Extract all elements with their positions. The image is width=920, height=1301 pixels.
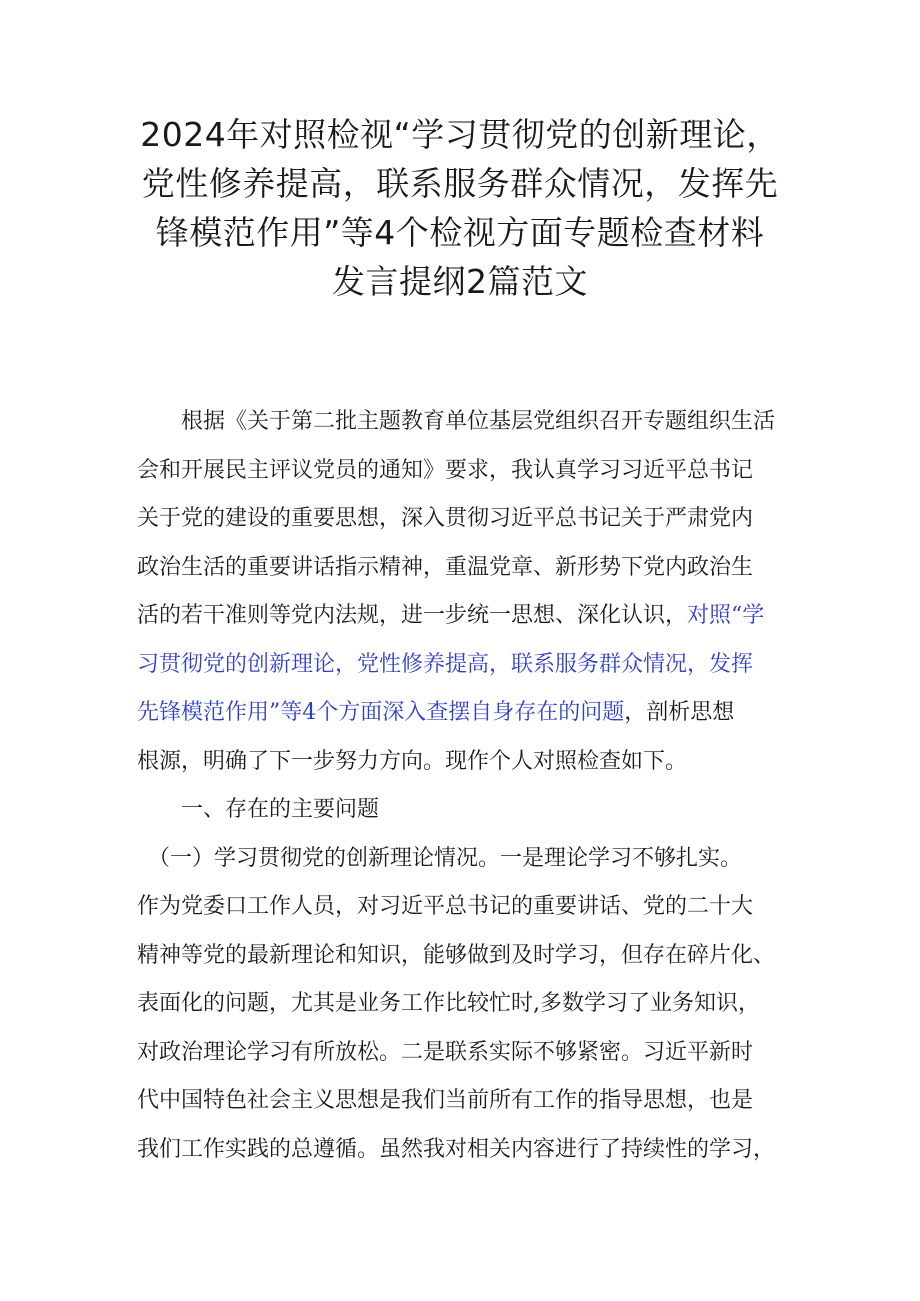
paragraph-line: 根据《关于第二批主题教育单位基层党组织召开专题组织生活 <box>137 409 776 434</box>
title-line: 发言提纲2篇范文 <box>332 262 588 301</box>
title-line: 党性修养提高，联系服务群众情况，发挥先 <box>141 164 779 203</box>
paragraph-line: 根源，明确了下一步努力方向。现作个人对照检查如下。 <box>137 748 688 774</box>
paragraph-line: 关于党的建设的重要思想，深入贯彻习近平总书记关于严肃党内 <box>137 506 754 531</box>
paragraph-line: 作为党委口工作人员，对习近平总书记的重要讲话、党的二十大 <box>137 894 754 919</box>
title-line: 2024年对照检视“学习贯彻党的创新理论， <box>140 115 780 154</box>
highlighted-text: 先锋模范作用”等4个方面深入查摆自身存在的问题 <box>137 700 625 725</box>
paragraph-line: （一）学习贯彻党的创新理论情况。一是理论学习不够扎实。 <box>137 845 743 871</box>
paragraph-line: 对政治理论学习有所放松。二是联系实际不够紧密。习近平新时 <box>137 1039 754 1065</box>
paragraph-line: 精神等党的最新理论和知识，能够做到及时学习，但存在碎片化、 <box>137 942 776 968</box>
highlighted-text: 习贯彻党的创新理论，党性修养提高，联系服务群众情况，发挥 <box>137 651 754 677</box>
paragraph-line: 表面化的问题，尤其是业务工作比较忙时,多数学习了业务知识， <box>137 991 760 1016</box>
section-heading: 一、存在的主要问题 <box>137 797 380 822</box>
title-line: 锋模范作用”等4个检视方面专题检查材料 <box>155 213 765 252</box>
paragraph-line <box>137 689 797 738</box>
document-body <box>137 398 797 1174</box>
plain-text: 活的若干准则等党内法规，进一步统一思想、深化认识， <box>137 603 688 628</box>
document-title <box>110 110 810 306</box>
paragraph-line: 会和开展民主评议党员的通知》要求，我认真学习习近平总书记 <box>137 457 754 483</box>
paragraph-line <box>137 592 797 641</box>
plain-text: ，剖析思想 <box>624 700 735 725</box>
paragraph-line: 政治生活的重要讲话指示精神，重温党章、新形势下党内政治生 <box>137 554 754 580</box>
paragraph-line: 代中国特色社会主义思想是我们当前所有工作的指导思想，也是 <box>137 1088 754 1113</box>
paragraph-line: 我们工作实践的总遵循。虽然我对相关内容进行了持续性的学习， <box>137 1136 776 1162</box>
highlighted-text: 对照“学 <box>687 603 765 628</box>
